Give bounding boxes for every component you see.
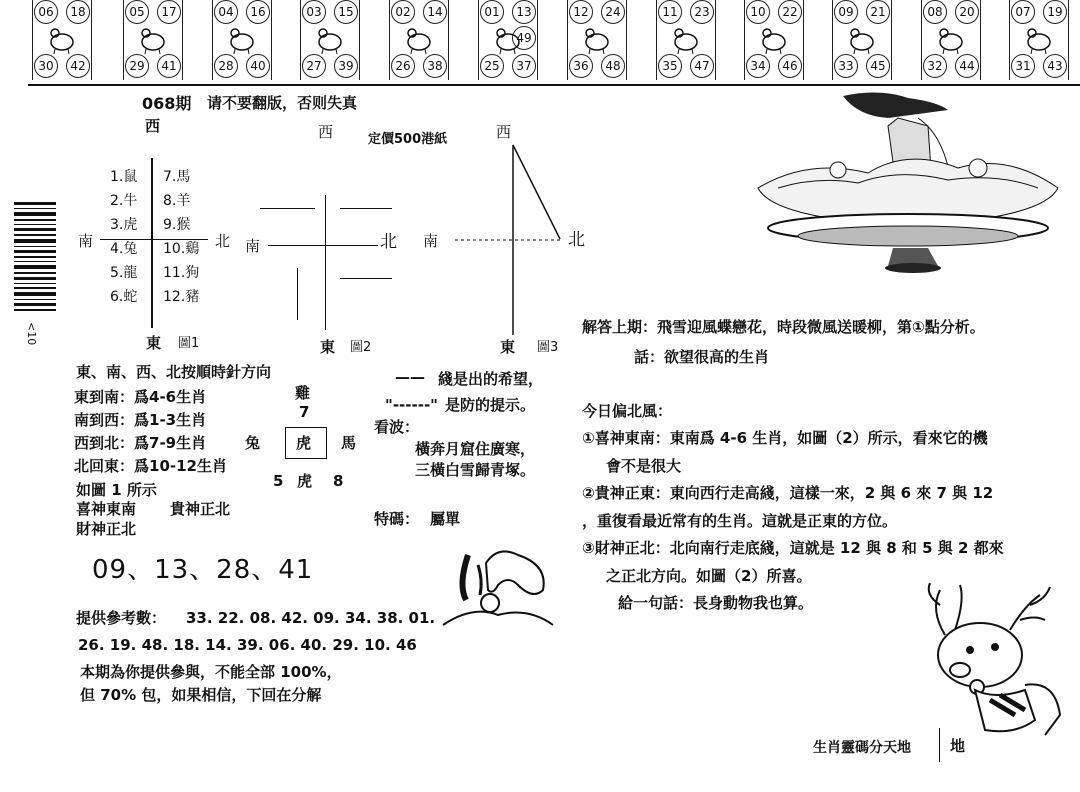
special-value: 屬單 xyxy=(430,510,461,528)
fig2-north: 北 xyxy=(380,232,397,252)
zodiac-number: 19 xyxy=(1043,0,1067,24)
cartoon-figure-illustration xyxy=(438,545,558,630)
strip-divider xyxy=(28,84,1080,86)
tiger-bottom-label: 虎 xyxy=(297,472,313,490)
fig1-zodiac-item: 8.羊 xyxy=(163,193,191,209)
zodiac-number: 16 xyxy=(246,0,270,24)
sheep-icon xyxy=(671,20,701,56)
fig1-north: 北 xyxy=(215,232,231,250)
zodiac-number: 47 xyxy=(690,54,714,78)
answer-line-2: 話：欲望很高的生肖 xyxy=(634,348,770,366)
fig1-left-list xyxy=(110,165,150,309)
fig1-zodiac-item: 3.虎 xyxy=(110,217,138,233)
poem-label: 看波： xyxy=(374,418,420,436)
analysis-p1-line-2: 會不是很大 xyxy=(606,457,682,475)
zodiac-cell xyxy=(921,0,981,80)
answer-line-1: 解答上期：飛雪迎風蝶戀花，時段微風送暖柳，第①點分析。 xyxy=(582,318,985,336)
zodiac-number: 46 xyxy=(778,54,802,78)
hotpot-illustration xyxy=(748,88,1068,273)
poem-line-2: 三橫白雪歸青塚。 xyxy=(415,461,536,479)
zodiac-cell xyxy=(832,0,892,80)
fig2-upper-right-line xyxy=(340,208,392,209)
provide-row-1: 33. 22. 08. 42. 09. 34. 38. 01. xyxy=(186,609,436,627)
legend-item: 西到北：爲7-9生肖 xyxy=(74,434,207,452)
rabbit-icon xyxy=(315,20,345,56)
fig2-horizontal-axis xyxy=(268,245,378,246)
zodiac-number: 45 xyxy=(866,54,890,78)
fig3-west: 西 xyxy=(496,123,512,141)
tiger-icon xyxy=(227,20,257,56)
zodiac-number: 32 xyxy=(923,54,947,78)
zodiac-number: 29 xyxy=(125,54,149,78)
zodiac-number: 08 xyxy=(923,0,947,24)
footer-brand: 生肖靈碼分天地 xyxy=(813,740,911,756)
legend-item: 東到南：爲4-6生肖 xyxy=(74,388,207,406)
tiger-left-label: 兔 xyxy=(245,434,261,452)
fig1-west: 西 xyxy=(145,117,161,135)
analysis-p2-line-1: ②貴神正東：東向西行走高綫，這樣一來，2 與 6 來 7 與 12 xyxy=(582,484,994,502)
ox-icon xyxy=(138,20,168,56)
fig2-vertical-axis xyxy=(325,195,326,330)
fig2-lower-right-line xyxy=(340,278,392,279)
legend-gui-god: 貴神正北 xyxy=(170,500,231,518)
legend-as-figure: 如圖 1 所示 xyxy=(76,481,157,499)
hint-solid-symbol: —— xyxy=(395,368,425,386)
fig2-west: 西 xyxy=(318,123,334,141)
fig2-caption: 圖2 xyxy=(350,340,372,355)
zodiac-number: 10 xyxy=(746,0,770,24)
fig1-south: 南 xyxy=(78,232,94,250)
zodiac-number: 27 xyxy=(302,54,326,78)
zodiac-number: 34 xyxy=(746,54,770,78)
main-numbers: 09、13、28、41 xyxy=(92,555,314,585)
zodiac-number: 09 xyxy=(834,0,858,24)
analysis-p3-line-2: 之正北方向。如圖（2）所喜。 xyxy=(606,567,812,585)
fig3-east: 東 xyxy=(500,338,516,356)
zodiac-number: 48 xyxy=(601,54,625,78)
hint-solid-text: 綫是出的希望， xyxy=(438,370,544,388)
warning-text: 请不要翻版，否则失真 xyxy=(207,94,358,112)
zodiac-number: 07 xyxy=(1011,0,1035,24)
issue-number: 068期 xyxy=(142,94,192,113)
zodiac-cell xyxy=(744,0,804,80)
zodiac-number: 20 xyxy=(955,0,979,24)
special-label: 特碼： xyxy=(374,510,420,528)
fig3-north: 北 xyxy=(568,230,585,250)
zodiac-number: 01 xyxy=(480,0,504,24)
analysis-p2-line-2: ，重復看最近常有的生肖。這就是正東的方位。 xyxy=(582,512,898,530)
zodiac-number: 31 xyxy=(1011,54,1035,78)
barcode-label: <10 xyxy=(25,322,38,346)
horse-icon xyxy=(582,20,612,56)
zodiac-number: 35 xyxy=(658,54,682,78)
analysis-tip: 給一句話：長身動物我也算。 xyxy=(618,594,814,612)
fig1-zodiac-item: 7.馬 xyxy=(163,169,191,185)
zodiac-number: 43 xyxy=(1043,54,1067,78)
legend-cai-god: 財神正北 xyxy=(76,520,137,538)
zodiac-number: 13 xyxy=(512,0,536,24)
zodiac-number: 37 xyxy=(512,54,536,78)
zodiac-number: 36 xyxy=(569,54,593,78)
zodiac-cell xyxy=(300,0,360,80)
fig1-zodiac-item: 9.猴 xyxy=(163,217,191,233)
zodiac-cell xyxy=(389,0,449,80)
fig3-diagram xyxy=(440,140,580,345)
reindeer-illustration xyxy=(915,575,1065,740)
tiger-bottom-right-number: 8 xyxy=(333,472,344,490)
zodiac-number: 44 xyxy=(955,54,979,78)
fig3-south: 南 xyxy=(423,232,439,250)
zodiac-number: 41 xyxy=(157,54,181,78)
tiger-bottom-left-number: 5 xyxy=(273,472,284,490)
zodiac-number: 49 xyxy=(512,26,536,50)
zodiac-cell xyxy=(478,0,538,80)
zodiac-number: 39 xyxy=(334,54,358,78)
zodiac-number: 05 xyxy=(125,0,149,24)
zodiac-strip xyxy=(0,0,1080,82)
fig1-caption: 圖1 xyxy=(178,336,200,351)
footer-divider xyxy=(939,728,940,762)
zodiac-number: 14 xyxy=(423,0,447,24)
tiger-top-label: 雞 xyxy=(295,384,311,402)
fig3-caption: 圖3 xyxy=(537,340,559,355)
zodiac-number: 04 xyxy=(214,0,238,24)
analysis-title: 今日偏北風： xyxy=(582,402,673,420)
hint-dashed-text: 是防的提示。 xyxy=(445,396,536,414)
fig1-zodiac-item: 2.牛 xyxy=(110,193,138,209)
zodiac-number: 25 xyxy=(480,54,504,78)
zodiac-number: 06 xyxy=(34,0,58,24)
fig1-right-list xyxy=(163,165,213,309)
rooster-icon xyxy=(847,20,877,56)
zodiac-number: 18 xyxy=(66,0,90,24)
fig2-lower-left-line xyxy=(297,268,298,320)
fig2-south: 南 xyxy=(245,237,261,255)
legend-intro: 東、南、西、北按順時針方向 xyxy=(76,363,272,381)
rat-icon xyxy=(47,20,77,56)
provide-row-2: 26. 19. 48. 18. 14. 39. 06. 40. 29. 10. 46 xyxy=(78,636,417,654)
tiger-center-label: 虎 xyxy=(296,434,312,452)
fig1-zodiac-item: 12.豬 xyxy=(163,289,200,305)
fig2-east: 東 xyxy=(320,338,336,356)
dog-icon xyxy=(936,20,966,56)
legend-item: 北回東：爲10-12生肖 xyxy=(74,457,227,475)
fig1-zodiac-item: 5.龍 xyxy=(110,265,138,281)
zodiac-number: 30 xyxy=(34,54,58,78)
barcode xyxy=(10,200,60,345)
zodiac-number: 38 xyxy=(423,54,447,78)
price-text: 定價500港紙 xyxy=(368,132,448,147)
zodiac-number: 26 xyxy=(391,54,415,78)
fig1-zodiac-item: 11.狗 xyxy=(163,265,200,281)
fig1-zodiac-item: 1.鼠 xyxy=(110,169,138,185)
fig1-zodiac-item: 6.蛇 xyxy=(110,289,138,305)
monkey-icon xyxy=(759,20,789,56)
zodiac-number: 15 xyxy=(334,0,358,24)
bottom-note-line-2: 但 70% 包，如果相信，下回在分解 xyxy=(80,686,322,704)
poem-line-1: 橫奔月窟住廣寒， xyxy=(415,440,536,458)
legend-item: 南到西：爲1-3生肖 xyxy=(74,411,207,429)
zodiac-number: 42 xyxy=(66,54,90,78)
bottom-note-line-1: 本期為你提供參與，不能全部 100%， xyxy=(80,663,342,681)
dragon-icon xyxy=(404,20,434,56)
zodiac-number: 02 xyxy=(391,0,415,24)
tiger-top-number: 7 xyxy=(299,403,310,421)
zodiac-number: 28 xyxy=(214,54,238,78)
zodiac-cell xyxy=(567,0,627,80)
zodiac-number: 22 xyxy=(778,0,802,24)
zodiac-number: 11 xyxy=(658,0,682,24)
fig1-vertical-axis xyxy=(151,158,153,328)
fig2-upper-solid-line xyxy=(260,208,315,209)
zodiac-cell xyxy=(212,0,272,80)
analysis-p3-line-1: ③財神正北：北向南行走底綫，這就是 12 與 8 和 5 與 2 都來 xyxy=(582,539,1004,557)
legend-list xyxy=(74,386,254,478)
snake-icon xyxy=(493,20,523,56)
zodiac-cell xyxy=(1009,0,1069,80)
legend-xi-god: 喜神東南 xyxy=(76,500,137,518)
footer-suffix: 地 xyxy=(950,737,966,755)
fig1-zodiac-item: 4.兔 xyxy=(110,241,138,257)
zodiac-number: 21 xyxy=(866,0,890,24)
fig1-zodiac-item: 10.鷄 xyxy=(163,241,200,257)
zodiac-number: 12 xyxy=(569,0,593,24)
analysis-p1-line-1: ①喜神東南：東南爲 4-6 生肖，如圖（2）所示，看來它的機 xyxy=(582,429,988,447)
zodiac-number: 03 xyxy=(302,0,326,24)
tiger-right-label: 馬 xyxy=(341,434,357,452)
provide-label: 提供參考數： xyxy=(76,609,167,627)
fig1-east: 東 xyxy=(146,334,162,352)
zodiac-cell xyxy=(32,0,92,80)
zodiac-number: 33 xyxy=(834,54,858,78)
zodiac-number: 40 xyxy=(246,54,270,78)
zodiac-cell xyxy=(656,0,716,80)
pig-icon xyxy=(1024,20,1054,56)
zodiac-number: 17 xyxy=(157,0,181,24)
zodiac-cell xyxy=(123,0,183,80)
zodiac-number: 24 xyxy=(601,0,625,24)
hint-dashed-symbol: "------" xyxy=(385,396,438,414)
zodiac-number: 23 xyxy=(690,0,714,24)
